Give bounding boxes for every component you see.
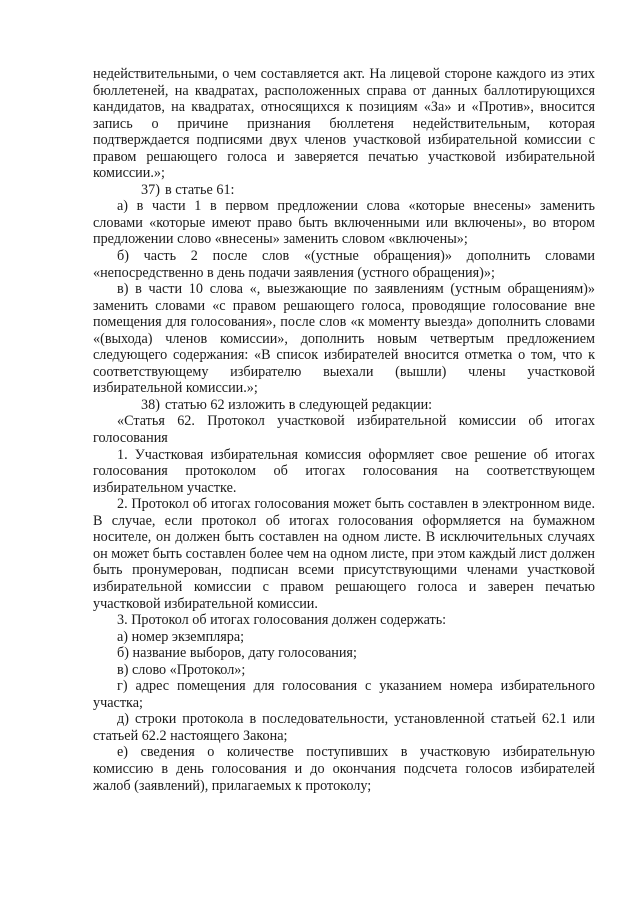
paragraph-37a: а) в части 1 в первом предложении слова «которые внесены» заменить словами «которые имеют право быть включенными или включены», во втором предложении слово «внесены» заменить словом «включены»; [93, 198, 595, 248]
article-62-part-1: 1. Участковая избирательная комиссия оформляет свое решение об итогах голосования протоколом об итогах голосования на соответствующем избирательном участке. [93, 446, 595, 496]
article-62-heading: «Статья 62. Протокол участковой избирательной комиссии об итогах голосования [93, 413, 595, 447]
paragraph-continuation: недействительными, о чем составляется акт. На лицевой стороне каждого из этих бюллетеней, на квадратах, расположенных справа от данных баллотирующихся кандидатов, на квадратах, относящихся к позициям «За» и «Против», вносится запись о причине признания бюллетеня недействительным, которая подтверждается подписями двух членов участковой избирательной комиссии с правом решающего голоса и заверяется печатью участковой избирательной комиссии.»; [93, 66, 595, 182]
item-number: 37) [141, 181, 160, 198]
document-page [93, 66, 595, 794]
item-text: статью 62 изложить в следующей редакции: [165, 396, 433, 413]
list-item-e: е) сведения о количестве поступивших в участковую избирательную комиссию в день голосования и до окончания подсчета голосов избирателей жалоб (заявлений), прилагаемых к протоколу; [93, 744, 595, 794]
article-62-part-3: 3. Протокол об итогах голосования должен содержать: [117, 612, 447, 629]
item-text: в статье 61: [165, 181, 235, 198]
paragraph-37b: б) часть 2 после слов «(устные обращения)» дополнить словами «непосредственно в день подачи заявления (устного обращения)»; [93, 248, 595, 281]
item-number: 38) [141, 396, 160, 413]
list-item-v: в) слово «Протокол»; [117, 661, 246, 678]
paragraph-37c: в) в части 10 слова «, выезжающие по заявлениям (устным обращениям)» заменить словами «с правом решающего голоса, проводящие голосование вне помещения для голосования», после слов «к моменту выезда» дополнить словами «(выхода) членов комиссии», дополнить новым четвертым предложением следующего содержания: «В список избирателей вносится отметка о том, что к соответствующему избирателю выехали (вышли) члены участковой избирательной комиссии.»; [93, 281, 595, 397]
paragraph-item-38 [93, 397, 595, 414]
list-item-a: а) номер экземпляра; [117, 628, 245, 645]
paragraph-item-37 [93, 182, 595, 199]
article-62-part-2: 2. Протокол об итогах голосования может быть составлен в электронном виде. В случае, если протокол об итогах голосования оформляется на бумажном носителе, он должен быть составлен на одном листе. В исключительных случаях он может быть составлен более чем на одном листе, при этом каждый лист должен быть пронумерован, подписан всеми присутствующими членами участковой избирательной комиссии с правом решающего голоса и заверен печатью участковой избирательной комиссии. [93, 496, 595, 612]
list-item-g: г) адрес помещения для голосования с указанием номера избирательного участка; [93, 678, 595, 711]
list-item-b: б) название выборов, дату голосования; [117, 645, 357, 662]
list-item-d: д) строки протокола в последовательности, установленной статьей 62.1 или статьей 62.2 настоящего Закона; [93, 711, 595, 744]
